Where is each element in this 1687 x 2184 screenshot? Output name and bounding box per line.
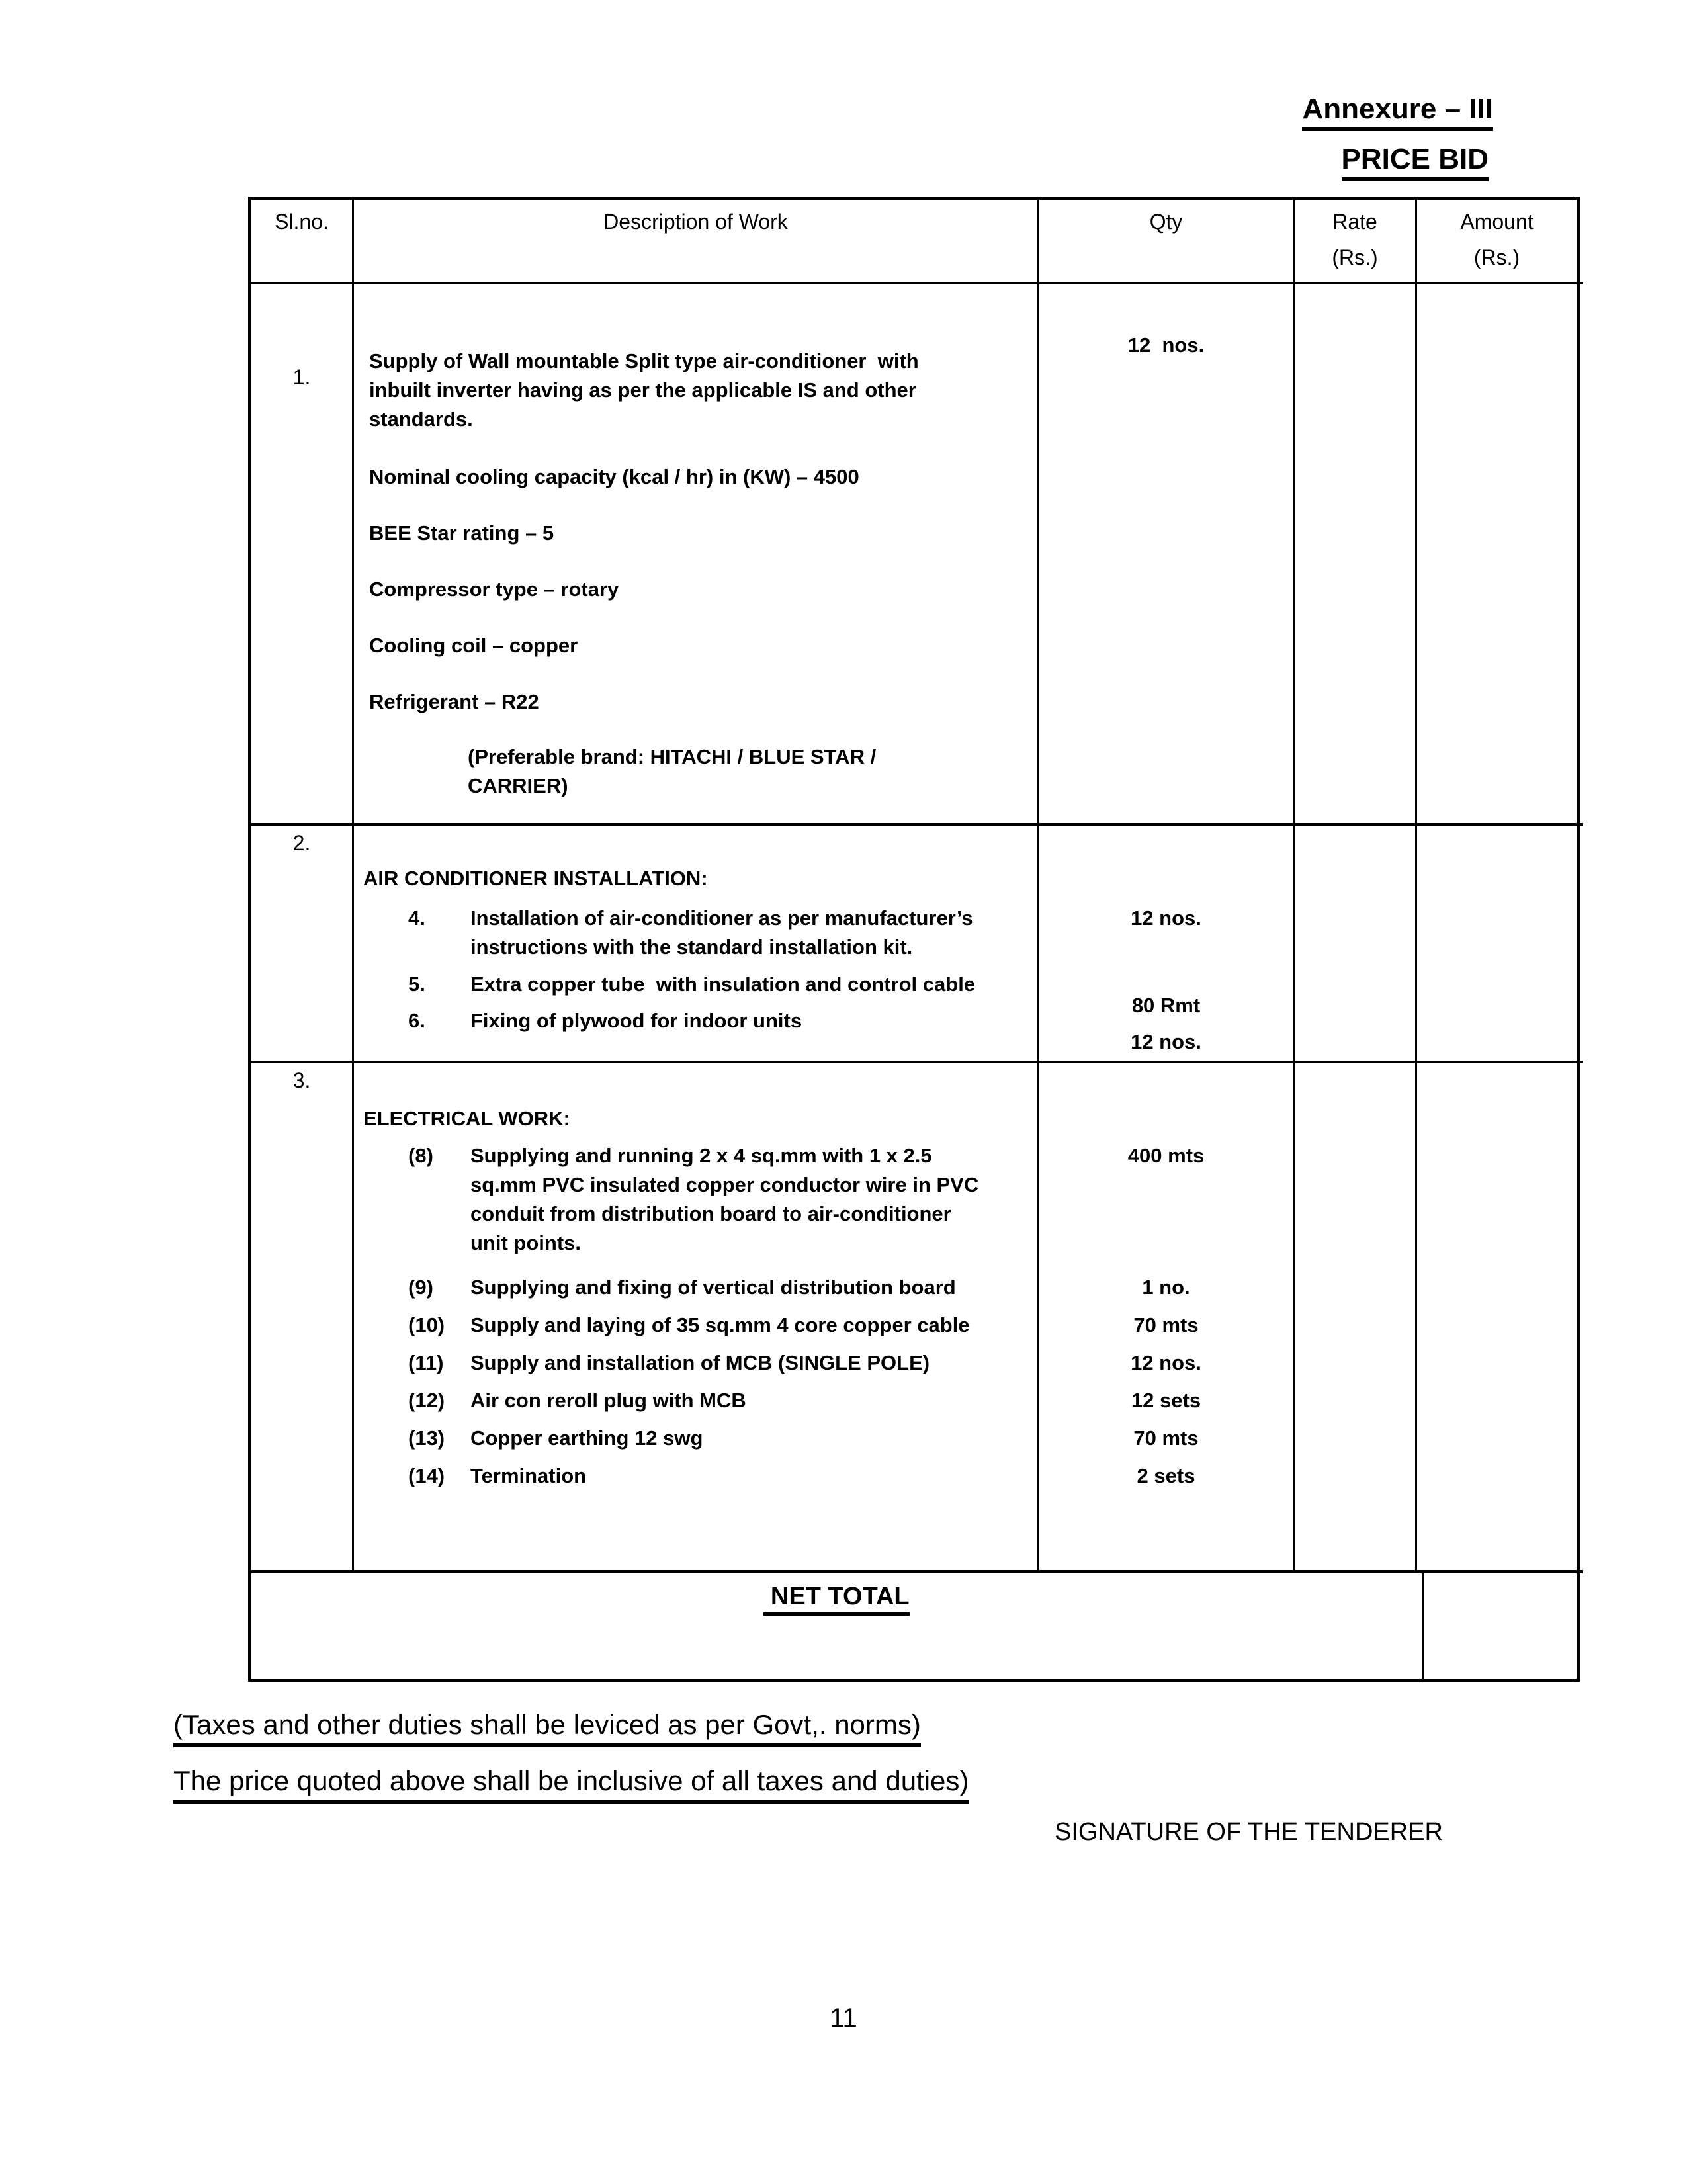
row3-qty-item13: 70 mts — [1133, 1426, 1199, 1450]
row3-item-8: (8) Supplying and running 2 x 4 sq.mm with 1 x 2.5 sq.mm PVC insulated copper conductor wire in PVC conduit from distribution board to air-conditioner unit points. — [408, 1141, 978, 1258]
row2-item-4-text: Installation of air-conditioner as per manufacturer’s instructions with the standard installation kit. — [470, 906, 973, 959]
row3-qty-item8: 400 mts — [1127, 1144, 1205, 1167]
row2-amount-cell — [1417, 826, 1577, 1061]
net-total-cell — [251, 1573, 1424, 1679]
row3-item-11: (11) Supply and installation of MCB (SINGLE POLE) — [408, 1351, 930, 1374]
row1-spec-cooling-capacity: Nominal cooling capacity (kcal / hr) in (KW) – 4500 — [369, 465, 859, 488]
row2-description-cell — [354, 826, 1039, 1061]
row1-sl-cell — [251, 284, 354, 823]
row3-sl-number: 3. — [292, 1069, 311, 1092]
row1-preferable-brand: (Preferable brand: HITACHI / BLUE STAR / CARRIER) — [468, 745, 877, 797]
net-total-amount-cell — [1424, 1573, 1583, 1679]
row3-qty-item10: 70 mts — [1133, 1313, 1199, 1336]
row2-sl-cell — [251, 826, 354, 1061]
row3-qty-item11: 12 nos. — [1131, 1351, 1201, 1374]
row1-qty-cell — [1039, 284, 1295, 823]
table-row-2 — [251, 826, 1583, 1063]
row2-sl-number: 2. — [292, 831, 311, 855]
row1-spec-bee-rating: BEE Star rating – 5 — [369, 521, 554, 545]
row2-qty-item4: 12 nos. — [1131, 906, 1201, 930]
row3-amount-cell — [1417, 1063, 1577, 1570]
row2-qty-item6: 12 nos. — [1131, 1030, 1201, 1053]
row1-rate-cell — [1295, 284, 1417, 823]
row2-section-heading: AIR CONDITIONER INSTALLATION: — [363, 867, 708, 890]
row3-sl-cell — [251, 1063, 354, 1570]
table-header-row — [251, 200, 1583, 284]
header-rate: Rate (Rs.) — [1295, 200, 1417, 282]
row3-section-heading: ELECTRICAL WORK: — [363, 1107, 570, 1130]
row3-qty-item9: 1 no. — [1142, 1276, 1190, 1299]
row3-qty-cell — [1039, 1063, 1295, 1570]
header-qty: Qty — [1039, 200, 1295, 282]
row1-sl-number: 1. — [292, 365, 311, 389]
row3-item-10: (10) Supply and laying of 35 sq.mm 4 core copper cable — [408, 1313, 970, 1336]
header-description: Description of Work — [354, 200, 1039, 282]
net-total-label: NET TOTAL — [763, 1583, 909, 1616]
header-sl-no: Sl.no. — [251, 200, 354, 282]
header-amount: Amount (Rs.) — [1460, 210, 1534, 269]
price-bid-title: PRICE BID — [1342, 143, 1489, 181]
row3-item-14: (14) Termination — [408, 1464, 587, 1487]
row1-spec-cooling-coil: Cooling coil – copper — [369, 634, 578, 657]
row1-spec-refrigerant: Refrigerant – R22 — [369, 690, 539, 713]
table-row-3 — [251, 1063, 1583, 1573]
net-total-row — [251, 1573, 1583, 1679]
taxes-note-2: The price quoted above shall be inclusive of all taxes and duties) — [173, 1765, 969, 1804]
row2-item-5: 5. Extra copper tube with insulation and control cable — [408, 973, 976, 996]
row3-item-8-text: Supplying and running 2 x 4 sq.mm with 1 x 2.5 sq.mm PVC insulated copper conductor wire in PVC conduit from distribution board to air-conditioner unit points. — [470, 1144, 979, 1254]
row3-rate-cell — [1295, 1063, 1417, 1570]
annexure-title: Annexure – III — [1302, 93, 1493, 131]
row2-item-6: 6. Fixing of plywood for indoor units — [408, 1009, 802, 1032]
row1-spec-compressor: Compressor type – rotary — [369, 578, 619, 601]
row1-amount-cell — [1417, 284, 1577, 823]
row3-qty-item12: 12 sets — [1131, 1389, 1201, 1412]
row3-item-12: (12) Air con reroll plug with MCB — [408, 1389, 746, 1412]
taxes-note-1: (Taxes and other duties shall be leviced as per Govt,. norms) — [173, 1709, 921, 1747]
row1-qty-value: 12 nos. — [1127, 333, 1205, 357]
row2-item-4: 4. Installation of air-conditioner as per manufacturer’s instructions with the standard installation kit. — [408, 904, 973, 962]
page-number: 11 — [830, 2003, 857, 2032]
row3-description-cell — [354, 1063, 1039, 1570]
table-row-1 — [251, 284, 1583, 826]
row1-description-paragraph: Supply of Wall mountable Split type air-conditioner with inbuilt inverter having as per the applicable IS and other standards. — [369, 349, 919, 431]
row3-qty-item14: 2 sets — [1137, 1464, 1195, 1487]
row2-qty-item5: 80 Rmt — [1131, 994, 1201, 1017]
signature-line: SIGNATURE OF THE TENDERER — [1055, 1818, 1443, 1846]
row3-item-13: (13) Copper earthing 12 swg — [408, 1426, 703, 1450]
row1-description-cell — [354, 284, 1039, 823]
row2-rate-cell — [1295, 826, 1417, 1061]
row2-qty-cell — [1039, 826, 1295, 1061]
price-bid-table — [248, 197, 1580, 1682]
row3-item-9: (9) Supplying and fixing of vertical distribution board — [408, 1276, 956, 1299]
